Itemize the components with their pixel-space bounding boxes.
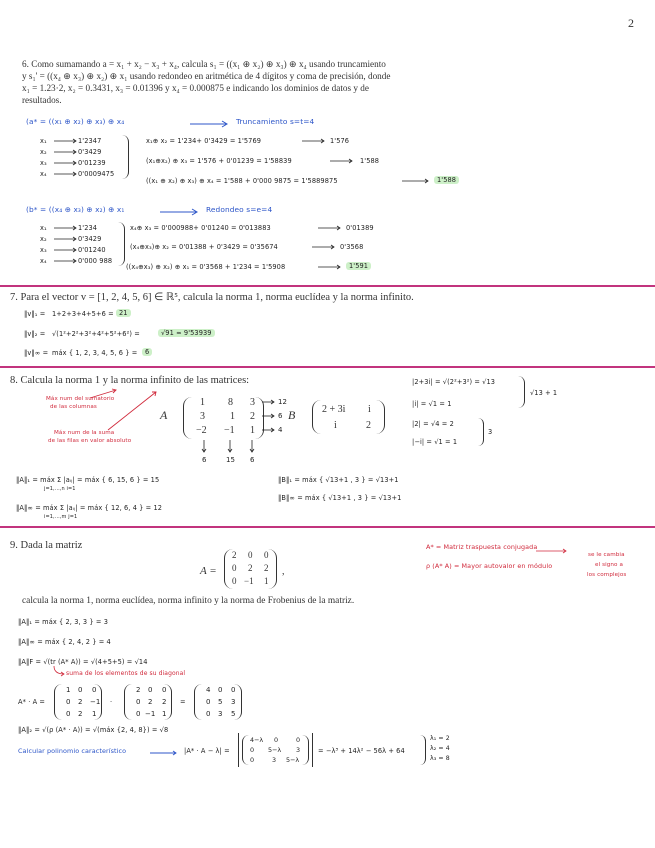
arrow-icon bbox=[150, 750, 180, 756]
matrix-cell: 2 bbox=[366, 420, 371, 431]
section-divider bbox=[0, 285, 655, 287]
A-norminf: ‖A‖∞ = máx { 2, 4, 2 } = 4 bbox=[18, 638, 111, 646]
brace bbox=[478, 418, 484, 446]
round-result: 0'01389 bbox=[346, 224, 374, 232]
abs-line: |2| = √4 = 2 bbox=[412, 420, 454, 428]
matrix-cell: 4−λ bbox=[250, 736, 264, 744]
matrix-bracket bbox=[124, 684, 132, 720]
matrix-cell: 3 bbox=[218, 710, 223, 718]
col-sum: 6 bbox=[202, 456, 207, 464]
abs-line: |i| = √1 = 1 bbox=[412, 400, 452, 408]
curve-arrow-icon bbox=[52, 666, 66, 678]
matrix-cell: −1 bbox=[145, 710, 156, 718]
matrix-cell: 0 bbox=[218, 686, 223, 694]
matrix-cell: 5 bbox=[218, 698, 223, 706]
arrow-icon bbox=[536, 548, 570, 554]
round-step: (x₄⊕x₃)⊕ x₂ = 0'01388 + 0'3429 = 0'35674 bbox=[130, 243, 278, 251]
eigenvalue: λ₁ = 2 bbox=[430, 735, 450, 742]
abs-line: |2+3i| = √(2²+3²) = √13 bbox=[412, 378, 496, 386]
matrix-cell: 2 bbox=[136, 686, 141, 694]
round-val: 0'3429 bbox=[78, 235, 102, 243]
section-divider bbox=[0, 366, 655, 368]
abs-sum-bottom: 3 bbox=[488, 428, 493, 436]
linf-result: 6 bbox=[142, 348, 152, 356]
charpoly-label: Calcular polinomio característico bbox=[18, 747, 127, 755]
matrix-cell: 3 bbox=[231, 698, 236, 706]
matrix-cell: 2 + 3i bbox=[322, 404, 346, 415]
note-row-sum: de las filas en valor absoluto bbox=[48, 438, 132, 444]
matrix-cell: 3 bbox=[250, 397, 255, 408]
l1-result: 21 bbox=[116, 309, 131, 317]
note-row-sum: Máx num de la suma bbox=[54, 430, 115, 436]
brace bbox=[518, 376, 525, 408]
round-arrow-icon bbox=[160, 209, 200, 215]
matrix-cell: 0 bbox=[136, 698, 141, 706]
matrix-B-label: B bbox=[288, 408, 296, 422]
matrix-bracket bbox=[376, 400, 385, 434]
round-step: x₄⊕ x₃ = 0'000988+ 0'01240 = 0'013883 bbox=[130, 224, 271, 232]
trunc-result: 1'576 bbox=[330, 137, 350, 145]
round-val: 1'234 bbox=[78, 224, 98, 232]
row-sum: 4 bbox=[278, 426, 283, 434]
fl-arrows-icon bbox=[52, 221, 80, 265]
trunc-step: x₁⊕ x₂ = 1'234+ 0'3429 = 1'5769 bbox=[146, 137, 262, 145]
matrix-cell: 0 bbox=[250, 756, 255, 764]
trunc-val: 0'3429 bbox=[78, 148, 102, 156]
matrix-cell: 0 bbox=[232, 563, 237, 573]
matrix-cell: 0 bbox=[232, 576, 237, 586]
matrix-cell: 5−λ bbox=[268, 746, 282, 754]
matrix-cell: 0 bbox=[78, 686, 83, 694]
def-note: los complejos bbox=[587, 572, 627, 578]
matrix-cell: i bbox=[334, 420, 337, 431]
section-divider bbox=[0, 526, 655, 528]
matrix-cell: 2 bbox=[264, 563, 269, 573]
det-bar bbox=[312, 733, 313, 767]
matrix-cell: 0 bbox=[148, 686, 153, 694]
brace bbox=[122, 135, 129, 179]
matrix-cell: 1 bbox=[230, 411, 235, 422]
trunc-result: 1'588 bbox=[360, 157, 380, 165]
matrix-bracket bbox=[194, 684, 202, 720]
round-result: 0'3568 bbox=[340, 243, 364, 251]
matrix-cell: −1 bbox=[224, 425, 235, 436]
round-header: (b* = ((x₄ ⊕ x₃) ⊕ x₂) ⊕ x₁ bbox=[26, 205, 125, 214]
matrix-cell: 0 bbox=[136, 710, 141, 718]
A-norm1-sub: j=1,…,n i=1 bbox=[44, 486, 76, 492]
var-x4: x₄ bbox=[40, 170, 47, 178]
eigenvalue: λ₂ = 4 bbox=[430, 745, 450, 752]
matrix-cell: 5−λ bbox=[286, 756, 300, 764]
A-norm1: ‖A‖₁ = máx Σ |aᵢⱼ| = máx { 6, 15, 6 } = 15 bbox=[16, 476, 160, 484]
matrix-bracket bbox=[312, 400, 321, 434]
row-sum: 12 bbox=[278, 398, 287, 406]
note-col-sum: de las columnas bbox=[50, 404, 97, 410]
matrix-cell: 5 bbox=[231, 710, 236, 718]
def-note: se le cambia bbox=[588, 552, 625, 558]
matrix-cell: 8 bbox=[228, 397, 233, 408]
arrow-icon bbox=[330, 158, 356, 164]
matrix-bracket bbox=[302, 735, 309, 765]
matrix-bracket bbox=[242, 735, 249, 765]
matrix-cell: 1 bbox=[250, 425, 255, 436]
matrix-cell: −1 bbox=[244, 576, 254, 586]
ex6-statement-line: y s₁' = ((x₄ ⊕ x₃) ⊕ x₂) ⊕ x₁ usando redondeo en aritmética de 4 dígitos y coma de precisión, donde bbox=[22, 71, 391, 81]
var-x3: x₃ bbox=[40, 159, 47, 167]
var-x1: x₁ bbox=[40, 224, 47, 232]
matrix-A-prefix: A = bbox=[200, 565, 217, 577]
arrow-icon bbox=[402, 178, 432, 184]
A-norminf: ‖A‖∞ = máx Σ |aᵢⱼ| = máx { 12, 6, 4 } = 12 bbox=[16, 504, 163, 512]
matrix-cell: 2 bbox=[148, 698, 153, 706]
A-normF: ‖A‖F = √(tr (A* A)) = √(4+5+5) = √14 bbox=[18, 658, 148, 666]
l1-expr: 1+2+3+4+5+6 = bbox=[52, 310, 114, 318]
A-norminf-sub: i=1,…,m j=1 bbox=[44, 514, 78, 520]
round-val: 0'01240 bbox=[78, 246, 106, 254]
ex8-statement: 8. Calcula la norma 1 y la norma infinito de las matrices: bbox=[10, 375, 250, 386]
trunc-val: 1'2347 bbox=[78, 137, 102, 145]
col-sum-arrows-icon bbox=[200, 440, 260, 456]
matrix-cell: 0 bbox=[296, 736, 301, 744]
matrix-cell: 2 bbox=[78, 710, 83, 718]
matrix-cell: 0 bbox=[274, 736, 279, 744]
matrix-cell: 3 bbox=[296, 746, 301, 754]
fl-arrows-icon bbox=[52, 134, 80, 178]
B-norm1: ‖B‖₁ = máx { √13+1 , 3 } = √13+1 bbox=[278, 476, 399, 484]
matrix-cell: −2 bbox=[196, 425, 207, 436]
ex9-statement-2: calcula la norma 1, norma euclídea, norma infinito y la norma de Frobenius de la matriz. bbox=[22, 596, 355, 606]
A-norm2: ‖A‖₂ = √(ρ (A* · A)) = √(máx {2, 4, 8}) = √8 bbox=[18, 726, 169, 734]
arrow-icon bbox=[302, 138, 328, 144]
def-conj-transpose: A* = Matriz traspuesta conjugada bbox=[426, 543, 538, 551]
matrix-cell: 2 bbox=[248, 563, 253, 573]
brace bbox=[118, 222, 125, 266]
row-sum-arrows-icon bbox=[262, 398, 278, 438]
trunc-final-result: 1'588 bbox=[434, 176, 459, 184]
trunc-val: 0'0009475 bbox=[78, 170, 115, 178]
def-spectral-radius: ρ (A* A) = Mayor autovalor en módulo bbox=[426, 562, 553, 570]
l2-expr: √(1²+2²+3²+4²+5²+6²) = bbox=[52, 330, 140, 338]
matrix-cell: −1 bbox=[90, 698, 101, 706]
arrow-icon bbox=[318, 264, 344, 270]
matrix-cell: 0 bbox=[66, 698, 71, 706]
matrix-cell: 0 bbox=[92, 686, 97, 694]
matrix-cell: 3 bbox=[272, 756, 277, 764]
equals-sign: = bbox=[180, 698, 186, 706]
matrix-cell: 2 bbox=[78, 698, 83, 706]
matrix-cell: 4 bbox=[206, 686, 211, 694]
col-sum: 15 bbox=[226, 456, 235, 464]
round-final-result: 1'591 bbox=[346, 262, 371, 270]
matrix-cell: 0 bbox=[162, 686, 167, 694]
var-x2: x₂ bbox=[40, 148, 47, 156]
matrix-cell: 1 bbox=[200, 397, 205, 408]
matrix-cell: 0 bbox=[66, 710, 71, 718]
B-norminf: ‖B‖∞ = máx { √13+1 , 3 } = √13+1 bbox=[278, 494, 402, 502]
round-val: 0'000 988 bbox=[78, 257, 113, 265]
matrix-bracket bbox=[183, 397, 192, 439]
trace-note: suma de los elementos de su diagonal bbox=[66, 670, 186, 677]
matrix-bracket bbox=[268, 549, 277, 589]
matrix-cell: 2 bbox=[162, 698, 167, 706]
abs-sum-top: √13 + 1 bbox=[530, 389, 558, 397]
var-x4: x₄ bbox=[40, 257, 47, 265]
charpoly-det-label: |A* · A − λ| = bbox=[184, 747, 230, 755]
l2-label: ‖v‖₂ = bbox=[24, 330, 46, 338]
matrix-cell: 1 bbox=[92, 710, 97, 718]
det-bar bbox=[238, 733, 239, 767]
matrix-cell: 0 bbox=[248, 550, 253, 560]
note-col-sum: Máx num del sumatorio bbox=[46, 396, 115, 402]
trunc-val: 0'01239 bbox=[78, 159, 106, 167]
round-step: ((x₄⊕x₃) ⊕ x₂) ⊕ x₁ = 0'3568 + 1'234 = 1'5908 bbox=[126, 263, 286, 271]
matrix-cell: 0 bbox=[264, 550, 269, 560]
var-x2: x₂ bbox=[40, 235, 47, 243]
matrix-A-label: A bbox=[160, 408, 168, 422]
var-x3: x₃ bbox=[40, 246, 47, 254]
linf-label: ‖v‖∞ = bbox=[24, 349, 49, 357]
matrix-cell: i bbox=[368, 404, 371, 415]
trunc-step: ((x₁ ⊕ x₂) ⊕ x₃) ⊕ x₄ = 1'588 + 0'000 9875 = 1'5889875 bbox=[146, 177, 338, 185]
brace bbox=[420, 735, 426, 765]
ex6-statement-line: resultados. bbox=[22, 95, 62, 105]
matrix-cell: 1 bbox=[162, 710, 167, 718]
round-label: Redondeo s=e=4 bbox=[206, 205, 273, 214]
matrix-bracket bbox=[54, 684, 62, 720]
page-number: 2 bbox=[628, 16, 634, 30]
trunc-header: (a* = ((x₁ ⊕ x₂) ⊕ x₃) ⊕ x₄ bbox=[26, 117, 125, 126]
charpoly-result: = −λ³ + 14λ² − 56λ + 64 bbox=[318, 747, 405, 755]
ex6-statement-line: 6. Como sumamando a = x₁ + x₂ − x₃ + x₄, calcula s₁ = ((x₁ ⊕ x₂) ⊕ x₃) ⊕ x₄ usando truncamiento bbox=[22, 59, 386, 69]
row-sum: 6 bbox=[278, 412, 283, 420]
dot-operator: · bbox=[110, 698, 113, 706]
col-sum: 6 bbox=[250, 456, 255, 464]
matrix-cell: 1 bbox=[264, 576, 269, 586]
l1-label: ‖v‖₁ = bbox=[24, 310, 46, 318]
trunc-arrow-icon bbox=[190, 121, 230, 127]
matrix-cell: 0 bbox=[250, 746, 255, 754]
abs-line: |−i| = √1 = 1 bbox=[412, 438, 458, 446]
product-label: A* · A = bbox=[18, 698, 46, 706]
ex9-statement: 9. Dada la matriz bbox=[10, 540, 83, 551]
matrix-cell: 0 bbox=[231, 686, 236, 694]
matrix-cell: 2 bbox=[250, 411, 255, 422]
matrix-cell: 1 bbox=[66, 686, 71, 694]
A-norm1: ‖A‖₁ = máx { 2, 3, 3 } = 3 bbox=[18, 618, 108, 626]
l2-result: √91 ≈ 9'53939 bbox=[158, 329, 215, 337]
ex6-statement-line: x₁ = 1.23·2, x₂ = 0.3431, x₃ = 0.01396 y x₄ = 0.000875 e indicando los dominios de datos y de bbox=[22, 83, 369, 93]
matrix-cell: 3 bbox=[200, 411, 205, 422]
arrow-icon bbox=[318, 225, 344, 231]
matrix-cell: 0 bbox=[206, 698, 211, 706]
def-note: el signo a bbox=[595, 562, 623, 568]
matrix-A-suffix: , bbox=[282, 566, 285, 577]
eigenvalue: λ₃ = 8 bbox=[430, 755, 450, 762]
trunc-step: (x₁⊕x₂) ⊕ x₃ = 1'576 + 0'01239 = 1'58839 bbox=[146, 157, 292, 165]
ex7-statement: 7. Para el vector v = [1, 2, 4, 5, 6] ∈ ℝ⁵, calcula la norma 1, norma euclídea y la norma infinito. bbox=[10, 292, 414, 303]
trunc-label: Truncamiento s=t=4 bbox=[236, 117, 315, 126]
var-x1: x₁ bbox=[40, 137, 47, 145]
matrix-cell: 2 bbox=[232, 550, 237, 560]
matrix-cell: 0 bbox=[206, 710, 211, 718]
linf-expr: máx { 1, 2, 3, 4, 5, 6 } = bbox=[52, 349, 138, 357]
arrow-icon bbox=[312, 244, 338, 250]
